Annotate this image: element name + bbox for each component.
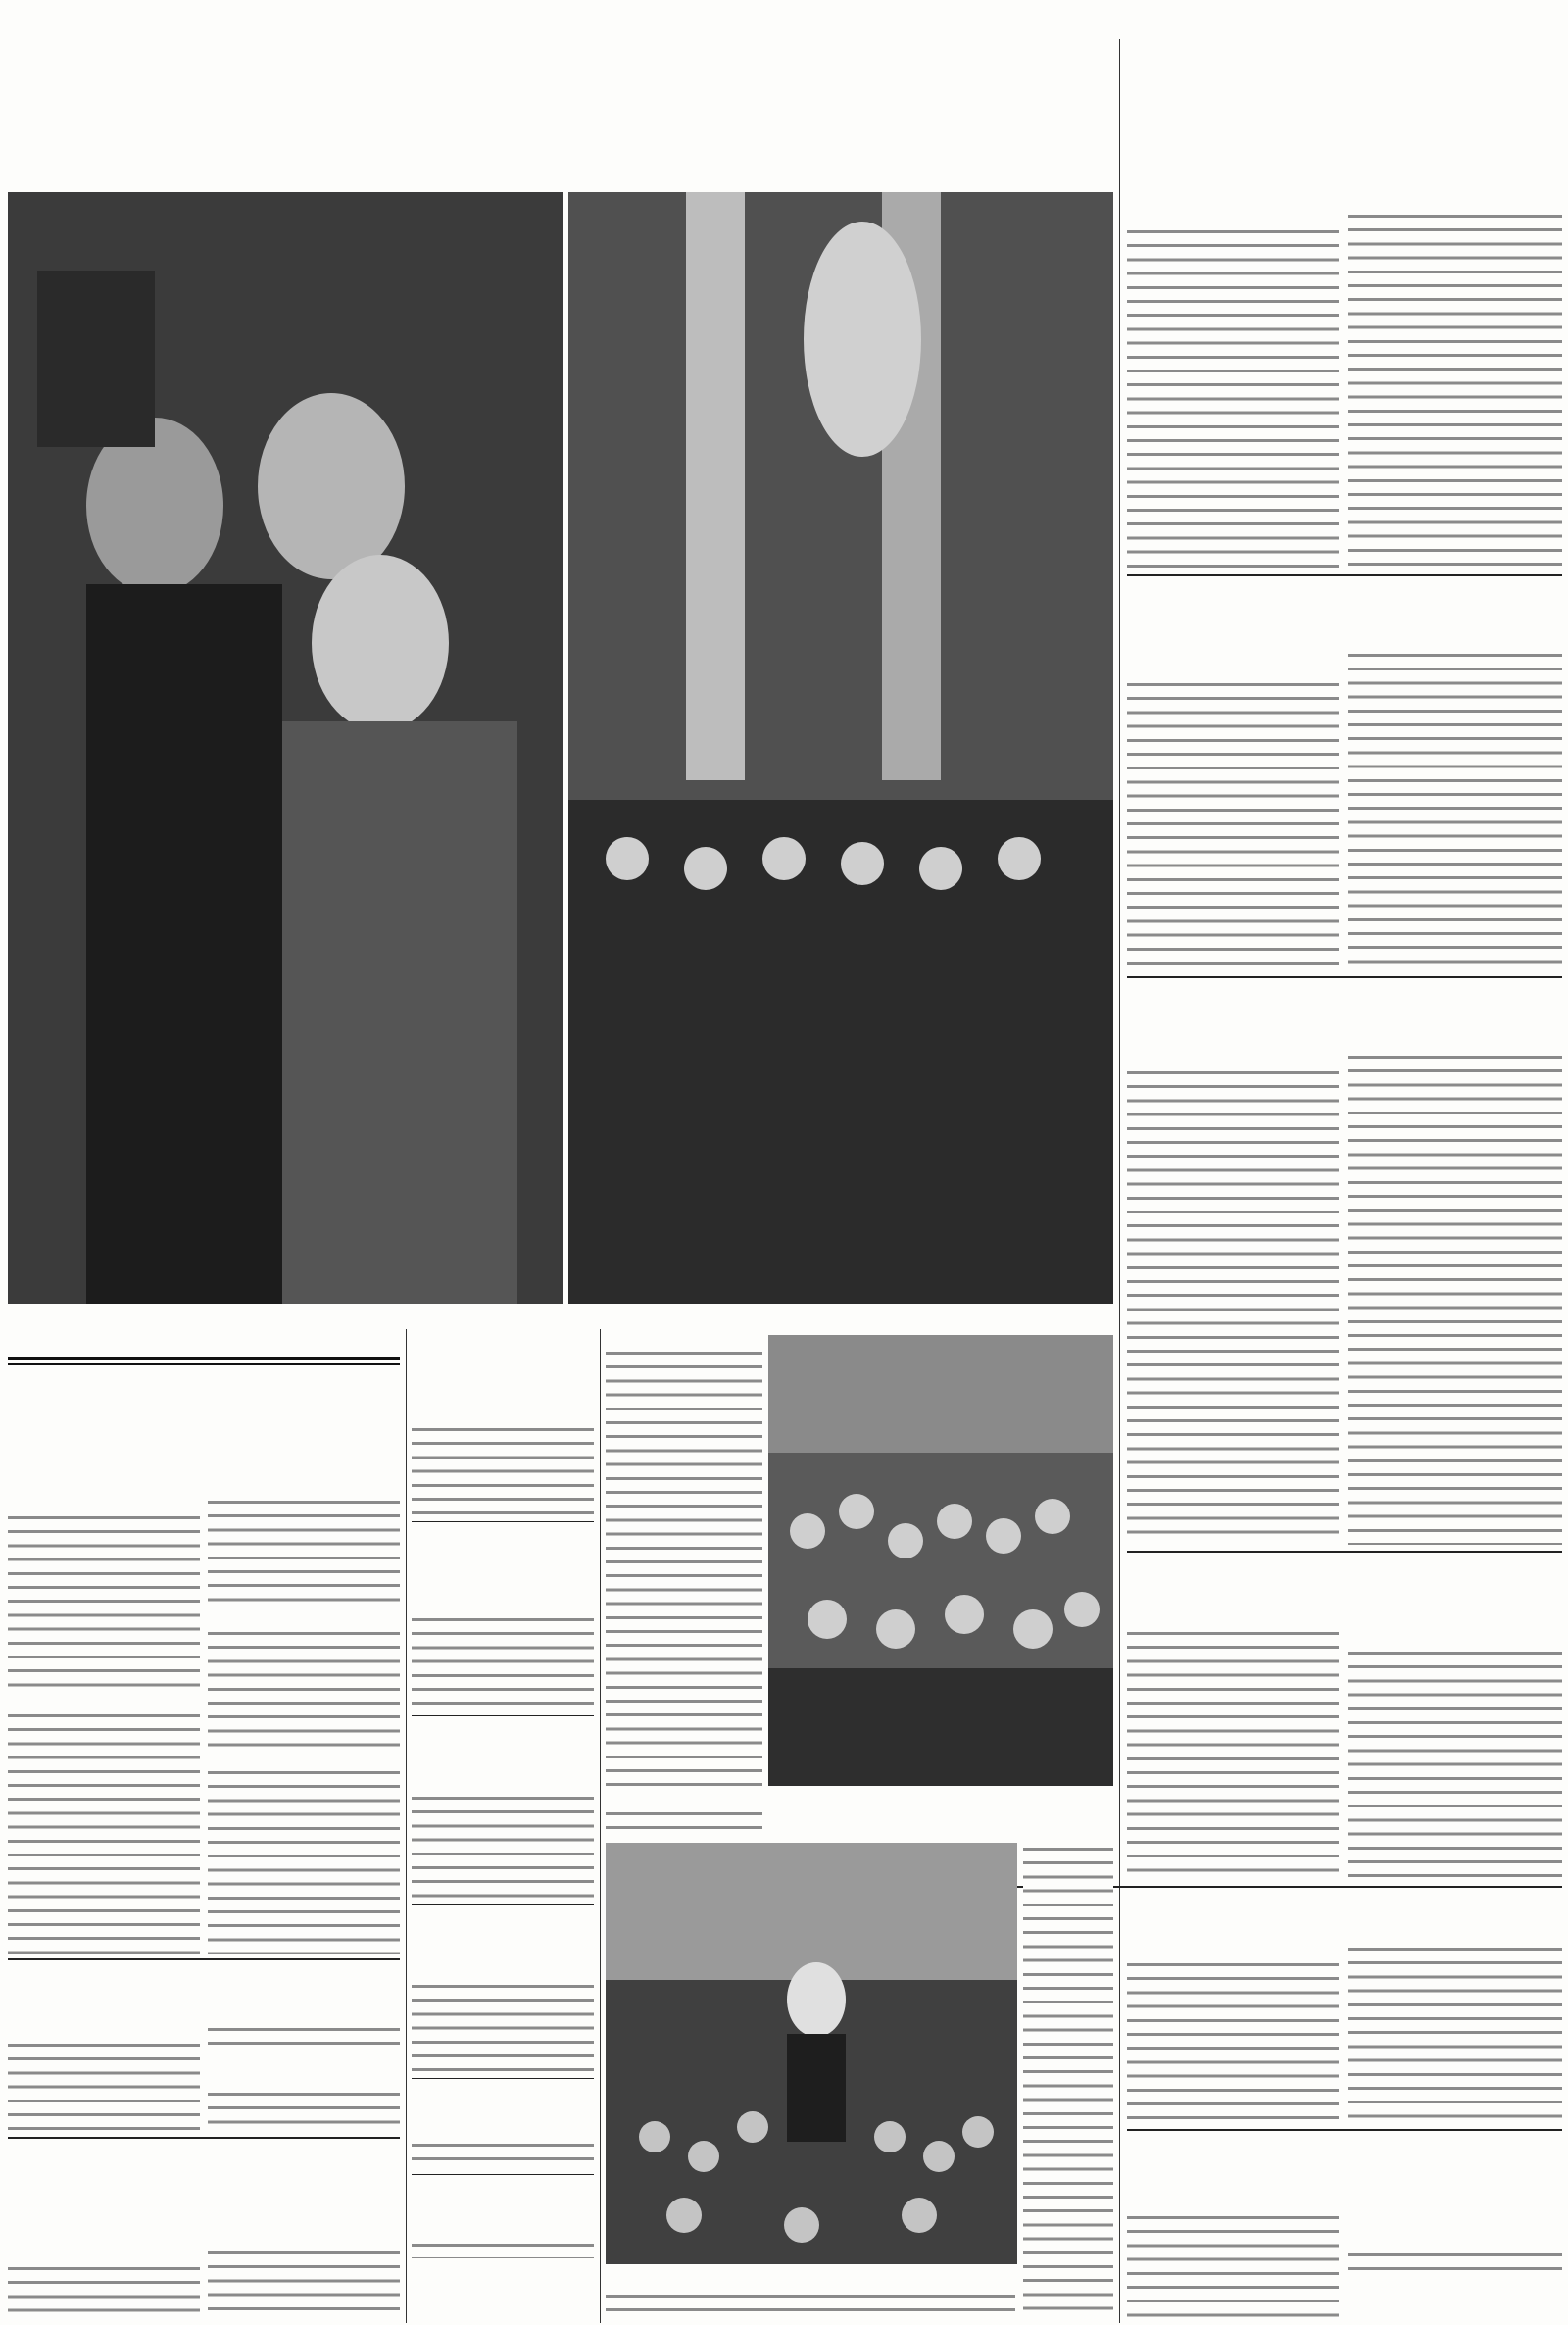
main-photo-caption <box>8 1304 1113 1325</box>
photo-gagarin-karamanlis <box>8 192 563 1319</box>
belgium-body-col2 <box>1348 210 1562 569</box>
continued-body-col1b <box>606 1807 762 1837</box>
photo-gagarin-crowd <box>606 1843 1017 2264</box>
photo-academy-presidium <box>568 192 1113 1319</box>
yugoslav-body <box>412 2139 594 2170</box>
continued-body-bottom <box>606 2290 1015 2317</box>
voroshilov-body-col2b <box>208 1627 400 1747</box>
divider <box>1127 1551 1562 1553</box>
oga-body-col1 <box>1127 1958 1339 2123</box>
continued-body-col1 <box>606 1347 762 1788</box>
divider <box>412 2174 594 2175</box>
economy-body-col2 <box>1348 1051 1562 1545</box>
meeting-body <box>412 1792 594 1900</box>
photo-crowd-cheering <box>768 1335 1113 1786</box>
column-rule <box>1119 39 1120 2323</box>
divider <box>1127 976 1562 978</box>
divider <box>412 1715 594 1716</box>
oga-body-col2 <box>1348 1943 1562 2123</box>
divider <box>412 1521 594 1522</box>
divider <box>1127 2129 1562 2131</box>
crown-prince-body-col2 <box>208 2023 400 2053</box>
arab-body <box>412 1423 594 1517</box>
indonesia-body-col1 <box>1127 2211 1339 2319</box>
divider <box>412 2078 594 2079</box>
crown-prince-body-col2b <box>208 2088 400 2133</box>
voulefths-body-col1 <box>1127 678 1339 972</box>
voroshilov-body-col2 <box>208 1496 400 1608</box>
powers-body-col2 <box>208 2247 400 2321</box>
voroshilov-headline <box>8 1357 400 1365</box>
crown-prince-body-col1 <box>8 2039 200 2133</box>
bodies-body <box>412 1613 594 1711</box>
powers-body-col1 <box>8 2262 200 2321</box>
voulefths-body-col2 <box>1348 649 1562 972</box>
voroshilov-body-col1b <box>8 1709 200 1954</box>
voroshilov-body-col1 <box>8 1511 200 1690</box>
philip-body-col1 <box>1127 1627 1339 1882</box>
railways-body <box>412 1980 594 2074</box>
column-rule <box>600 1329 601 2323</box>
divider <box>8 1958 400 1960</box>
eichmann-body <box>412 2239 594 2258</box>
column-rule <box>406 1329 407 2323</box>
divider <box>412 1904 594 1905</box>
economy-body-col1 <box>1127 1066 1339 1545</box>
voroshilov-body-col2c <box>208 1766 400 1954</box>
belgium-body-col1 <box>1127 225 1339 569</box>
divider <box>8 2137 400 2139</box>
divider <box>1127 574 1562 576</box>
continued-body-narrow <box>1023 1843 1113 2313</box>
philip-body-col2 <box>1348 1647 1562 1882</box>
indonesia-sub1-body <box>1348 2249 1562 2276</box>
